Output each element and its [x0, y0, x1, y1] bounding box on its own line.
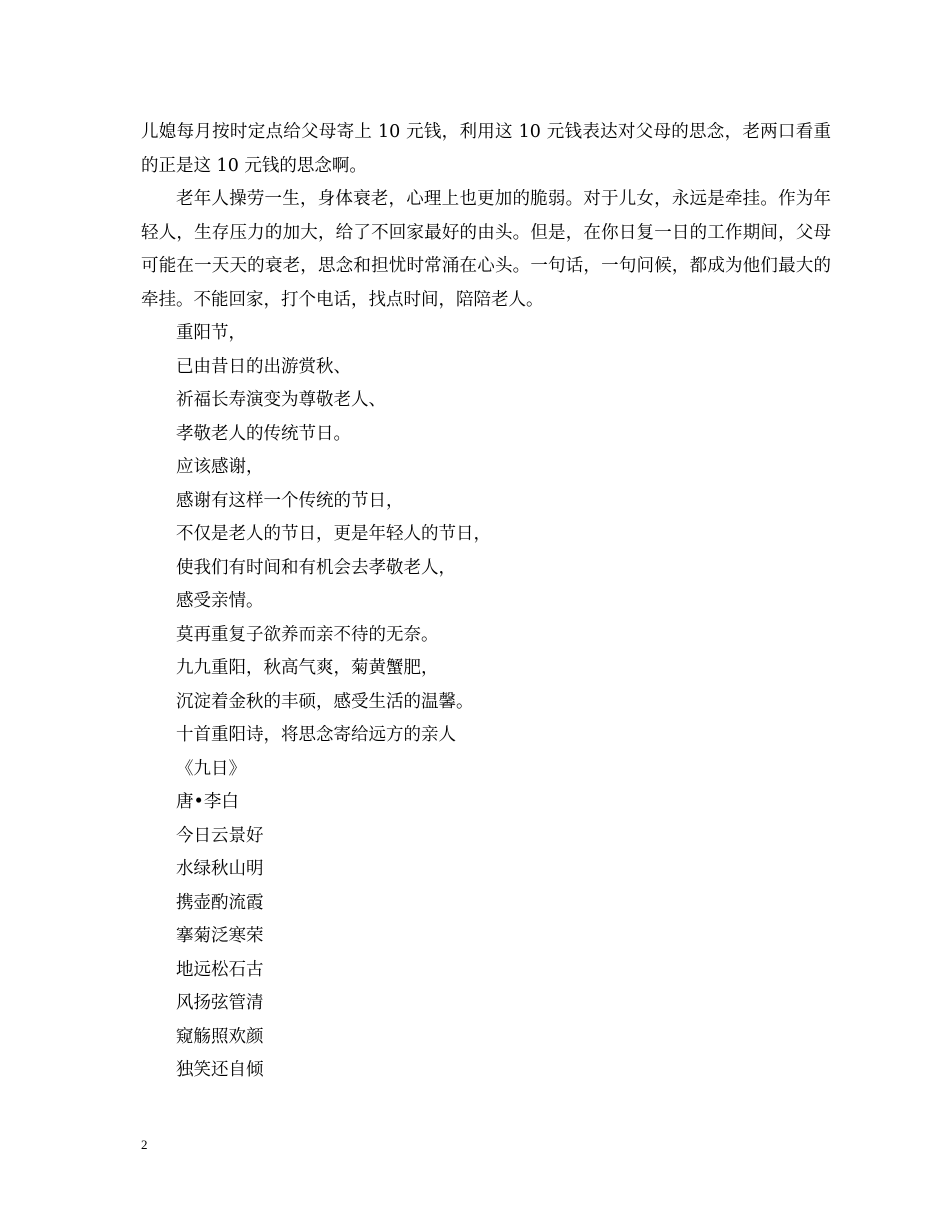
verse-line: 已由昔日的出游赏秋、 [176, 356, 351, 377]
page-content [141, 116, 831, 1088]
verse-line: 感谢有这样一个传统的节日， [176, 490, 404, 511]
verse-line: 窥觞照欢颜 [176, 1026, 264, 1047]
verse-line: 祈福长寿演变为尊敬老人、 [176, 390, 386, 410]
verse-block [141, 317, 831, 1088]
verse-line: 风扬弦管清 [176, 993, 264, 1013]
verse-line: 莫再重复子欲养而亲不待的无奈。 [176, 624, 439, 645]
verse-line: 十首重阳诗，将思念寄给远方的亲人 [176, 725, 456, 745]
verse-line: 应该感谢， [176, 457, 264, 477]
page-number: 2 [141, 1137, 148, 1152]
verse-line: 孝敬老人的传统节日。 [176, 423, 351, 444]
verse-line: 不仅是老人的节日，更是年轻人的节日， [176, 524, 491, 544]
verse-line: 九九重阳，秋高气爽，菊黄蟹肥， [176, 658, 439, 678]
verse-line: 搴菊泛寒荣 [176, 926, 264, 946]
verse-line: 携壶酌流霞 [176, 892, 264, 913]
verse-line: 地远松石古 [176, 959, 264, 980]
verse-line: 沉淀着金秋的丰硕，感受生活的温馨。 [176, 691, 474, 712]
verse-line: 独笑还自倾 [176, 1060, 264, 1080]
verse-line: 今日云景好 [176, 825, 264, 846]
paragraph-2: 老年人操劳一生，身体衰老，心理上也更加的脆弱。对于儿女，永远是牵挂。作为年轻人，生存压力的加大，给了不回家最好的由头。但是，在你日复一日的工作期间，父母可能在一天天的衰老，思念和担忧时常涌在心头。一句话，一句问候，都成为他们最大的牵挂。不能回家，打个电话，找点时间，陪陪老人。 [141, 189, 831, 310]
verse-line: 《九日》 [176, 758, 246, 779]
verse-line: 使我们有时间和有机会去孝敬老人， [176, 557, 456, 578]
paragraph-1: 儿媳每月按时定点给父母寄上 10 元钱，利用这 10 元钱表达对父母的思念，老两口看重的正是这 10 元钱的思念啊。 [141, 122, 831, 176]
verse-line: 水绿秋山明 [176, 859, 264, 879]
verse-line: 重阳节， [176, 323, 246, 343]
verse-line: 唐•李白 [176, 792, 239, 812]
verse-line: 感受亲情。 [176, 591, 264, 611]
